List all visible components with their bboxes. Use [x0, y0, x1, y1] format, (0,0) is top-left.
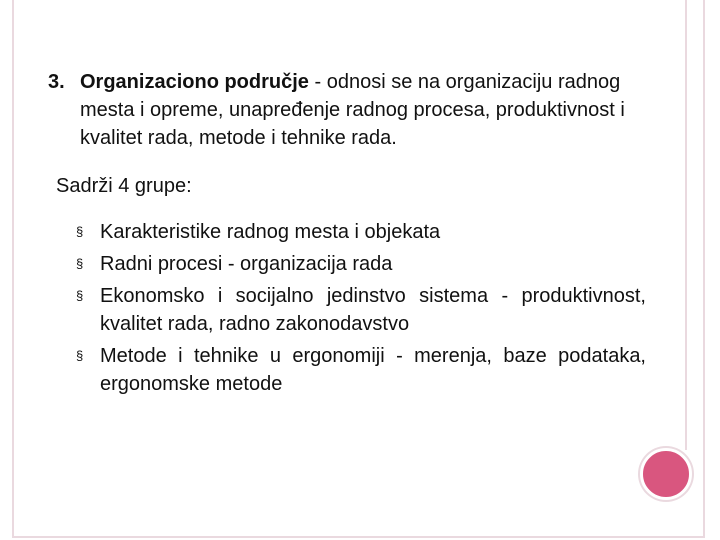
list-item — [76, 218, 646, 246]
bullet-icon: § — [76, 288, 84, 303]
slide-content — [48, 68, 650, 418]
item-heading: Organizaciono područje — [80, 71, 309, 93]
item-text: - odnosi se na organizaciju radnog mesta i opreme, unapređenje radnog procesa, produktivnost i kvalitet rada, metode i tehnike rada. — [80, 71, 625, 149]
bullet-text: Karakteristike radnog mesta i objekata — [100, 221, 441, 243]
bullet-list — [76, 218, 646, 398]
list-item — [76, 282, 646, 338]
bullet-icon: § — [76, 256, 84, 271]
list-item — [76, 250, 646, 278]
bullet-text: Ekonomsko i socijalno jedinstvo sistema - produktivnost, kvalitet rada, radno zakonodavstvo — [100, 285, 646, 335]
bullet-text: Metode i tehnike u ergonomiji - merenja, baze podataka, ergonomske metode — [100, 345, 646, 395]
bullet-text: Radni procesi - organizacija rada — [100, 253, 393, 275]
bullet-icon: § — [76, 224, 84, 239]
decorative-line — [685, 0, 687, 450]
decorative-circle-icon — [640, 448, 692, 500]
groups-label: Sadrži 4 grupe: — [56, 175, 192, 197]
item-number: 3. — [48, 71, 65, 93]
numbered-item — [48, 68, 650, 152]
list-item — [76, 342, 646, 398]
bullet-icon: § — [76, 348, 84, 363]
